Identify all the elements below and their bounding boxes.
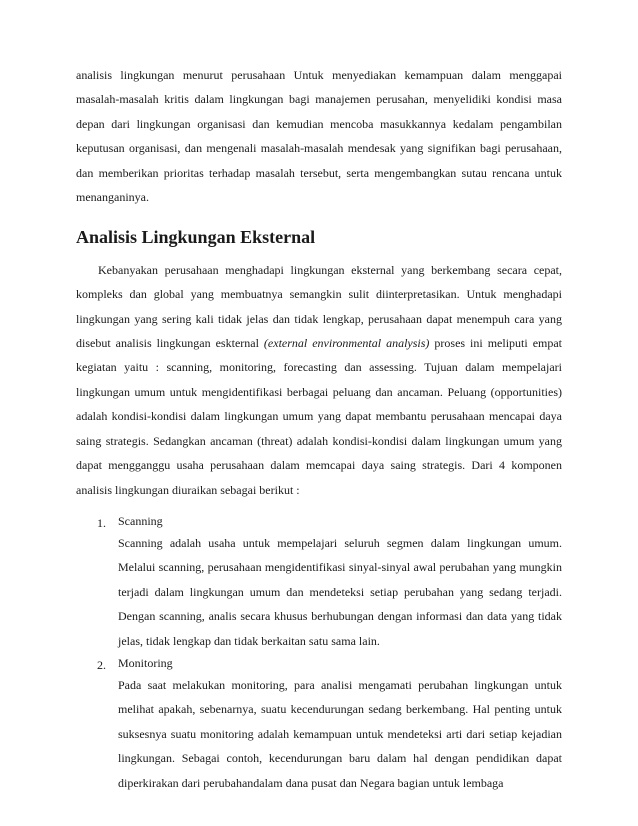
section-paragraph [76,258,562,502]
list-item [76,511,562,653]
list-item-title: Scanning [118,513,163,528]
list-item-body: Pada saat melakukan monitoring, para analisi mengamati perubahan lingkungan untuk melihat apakah, sebenarnya, suatu kecendurungan sedang berkembang. Hal penting untuk suksesnya suatu monitoring adalah kemampuan untuk mendeteksi arti dari setiap kejadian lingkungan. Sebagai contoh, kecendurungan baru dalam hal dengan pendidikan dapat diperkirakan dari perubahandalam dana pusat dan Negara bagian untuk lembaga [118,677,562,790]
intro-paragraph: analisis lingkungan menurut perusahaan Untuk menyediakan kemampuan dalam menggapai masalah-masalah kritis dalam lingkungan bagi manajemen perusahan, menyelidiki kondisi masa depan dari lingkungan organisasi dan kemudian mencoba masukkannya kedalam pengambilan keputusan organisasi, dan mengenali masalah-masalah mendesak yang signifikan bagi perusahaan, dan memberikan prioritas terhadap masalah tersebut, serta mengembangkan sutau rencana untuk menanganinya. [76,68,562,205]
list-item-title: Monitoring [118,655,173,670]
list-item-body: Scanning adalah usaha untuk mempelajari seluruh segmen dalam lingkungan umum. Melalui scanning, perusahaan mengidentifikasi sinyal-sinyal awal perubahan yang mungkin terjadi dalam lingkungan umum dan mendeteksi setiap perubahan yang sedang terjadi. Dengan scanning, analis secara khusus berhubungan dengan informasi dan data yang tidak jelas, tidak lengkap dan tidak berkaitan satu sama lain. [118,535,562,648]
list-item-number: 1. [97,515,106,530]
section-paragraph-text-2: proses ini meliputi empat kegiatan yaitu : scanning, monitoring, forecasting dan assessing. Tujuan dalam mempelajari lingkungan umum untuk mengidentifikasi berbagai peluang dan ancaman. Peluang (opportunities) adalah kondisi-kondisi dalam lingkungan umum yang dapat membantu perusahaan mencapai daya saing strategis. Sedangkan ancaman (threat) adalah kondisi-kondisi dalam lingkungan umum yang dapat mengganggu usaha perusahaan dalam memcapai daya saing strategis. Dari 4 komponen analisis lingkungan diuraikan sebagai berikut : [76,336,563,497]
list-item-number: 2. [97,657,106,672]
components-list [76,511,562,795]
document-page [76,63,562,795]
list-item [76,653,562,795]
section-paragraph-text-1: Kebanyakan perusahaan menghadapi lingkungan eksternal yang berkembang secara cepat, kompleks dan global yang membuatnya semangkin sulit diinterpretasikan. Untuk menghadapi lingkungan yang sering kali tidak jelas dan tidak lengkap, perusahaan dapat menempuh cara yang disebut analisis lingkungan eskternal [76,262,562,351]
section-heading: Analisis Lingkungan Eksternal [76,227,316,248]
section-paragraph-italic: (external environmental analysis) [263,336,430,351]
